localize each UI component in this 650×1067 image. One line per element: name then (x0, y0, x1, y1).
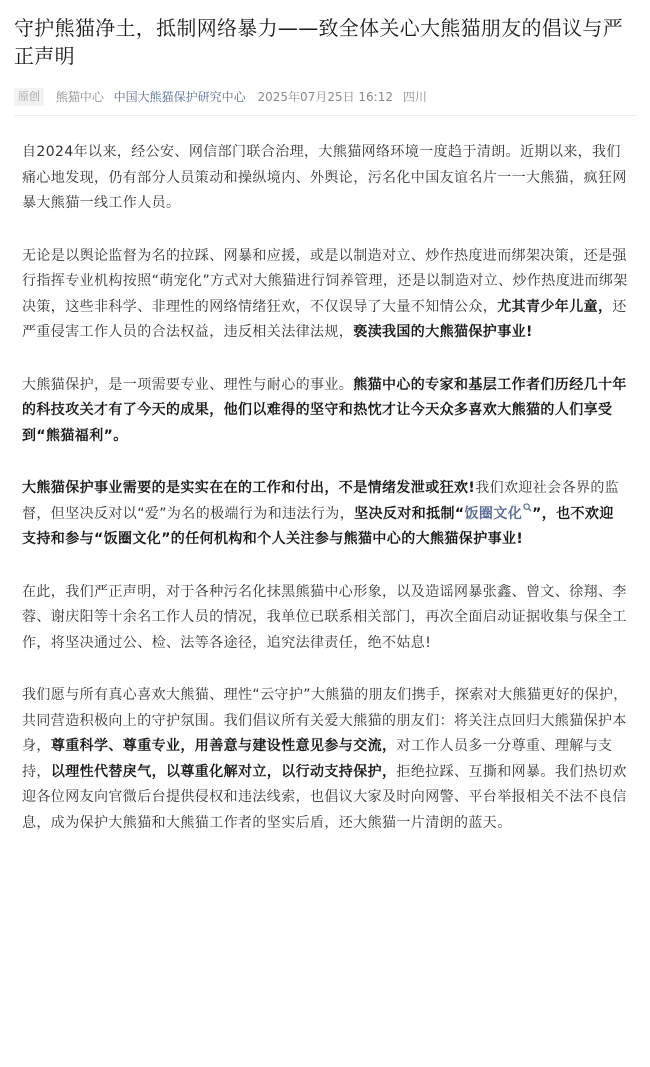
text: 拒绝拉踩、互撕和网暴。我们热切欢迎各位网友向官微后台提供侵权和违法线索，也倡议大家及时向网警、平台举报相关不法不良信息，成为保护大熊猫和大熊猫工作者的坚实后盾，还大熊猫一片清朗的蓝天。 (22, 763, 627, 831)
bold-text: ”，也不欢迎支持和参与“饭圈文化”的任何机构和个人关注参与熊猫中心的大熊猫保护事业! (22, 505, 614, 547)
text: 还严重侵害工作人员的合法权益，违反相关法律法规， (22, 298, 627, 340)
link-text[interactable]: 饭圈文化 (464, 505, 523, 522)
bold-text: 尊重科学、尊重专业，用善意与建设性意见参与交流， (50, 738, 397, 754)
text: 大熊猫保护，是一项需要专业、理性与耐心的事业。 (22, 376, 354, 393)
paragraph-2 (22, 244, 628, 346)
paragraph-4 (22, 476, 628, 553)
bold-text: 坚决反对和抵制“ (354, 505, 465, 522)
article-meta (14, 86, 644, 106)
publish-location: 四川 (402, 89, 427, 104)
text: 我们愿与所有真心喜欢大熊猫、理性“云守护”大熊猫的朋友们携手，探索对大熊猫更好的保护，共同营造积极向上的守护氛围。我们倡议所有关爱大熊猫的朋友们：将关注点回归大熊猫保护本身， (22, 687, 628, 754)
bold-text: 亵渎我国的大熊猫保护事业! (353, 324, 533, 340)
bold-text: 以理性代替戾气，以尊重化解对立，以行动支持保护， (50, 763, 397, 780)
article-body (22, 140, 628, 863)
original-badge: 原创 (14, 88, 44, 106)
paragraph-5: 在此，我们严正声明，对于各种污名化抹黑熊猫中心形象，以及造谣网暴张鑫、曾文、徐翔、李蓉、谢庆阳等十余名工作人员的情况，我单位已联系相关部门，再次全面启动证据收集与保全工作，将坚决通过公、检、法等各途径，追究法律责任，绝不姑息! (22, 583, 627, 651)
account-name[interactable]: 熊猫中心 (55, 89, 104, 104)
search-keyword-link[interactable] (465, 506, 533, 522)
text: 无论是以舆论监督为名的拉踩、网暴和应援，或是以制造对立、炒作热度进而绑架决策，还是强行指挥专业机构按照“萌宠化”方式对大熊猫进行饲养管理，还是以制造对立、炒作热度进而绑架决策，这些非科学、非理性的网络情绪狂欢，不仅误导了大量不知情公众， (22, 247, 628, 315)
divider (14, 115, 636, 116)
paragraph-3 (22, 373, 628, 450)
bold-text: 熊猫中心的专家和基层工作者们历经几十年的科技攻关才有了今天的成果，他们以难得的坚守和热忱才让今天众多喜欢大熊猫的人们享受到“熊猫福利”。 (22, 376, 627, 444)
text: 我们欢迎社会各界的监督，但坚决反对以“爱”为名的极端行为和违法行为， (22, 480, 620, 522)
text: 对工作人员多一分尊重、理解与支持， (22, 738, 613, 780)
publish-datetime: 2025年07月25日 16:12 (257, 89, 393, 104)
search-icon[interactable] (523, 503, 532, 512)
org-link[interactable]: 中国大熊猫保护研究中心 (113, 89, 246, 104)
paragraph-6 (22, 683, 628, 836)
bold-text: 尤其青少年儿童， (497, 298, 613, 315)
article-title: 守护熊猫净土，抵制网络暴力——致全体关心大熊猫朋友的倡议与严正声明 (14, 16, 623, 68)
paragraph-1: 自2024年以来，经公安、网信部门联合治理，大熊猫网络环境一度趋于清朗。近期以来，我们痛心地发现，仍有部分人员策动和操纵境内、外舆论，污名化中国友谊名片一一大熊猫，疯狂网暴大熊猫一线工作人员。 (22, 144, 627, 211)
bold-text: 大熊猫保护事业需要的是实实在在的工作和付出，不是情绪发泄或狂欢! (22, 480, 476, 496)
